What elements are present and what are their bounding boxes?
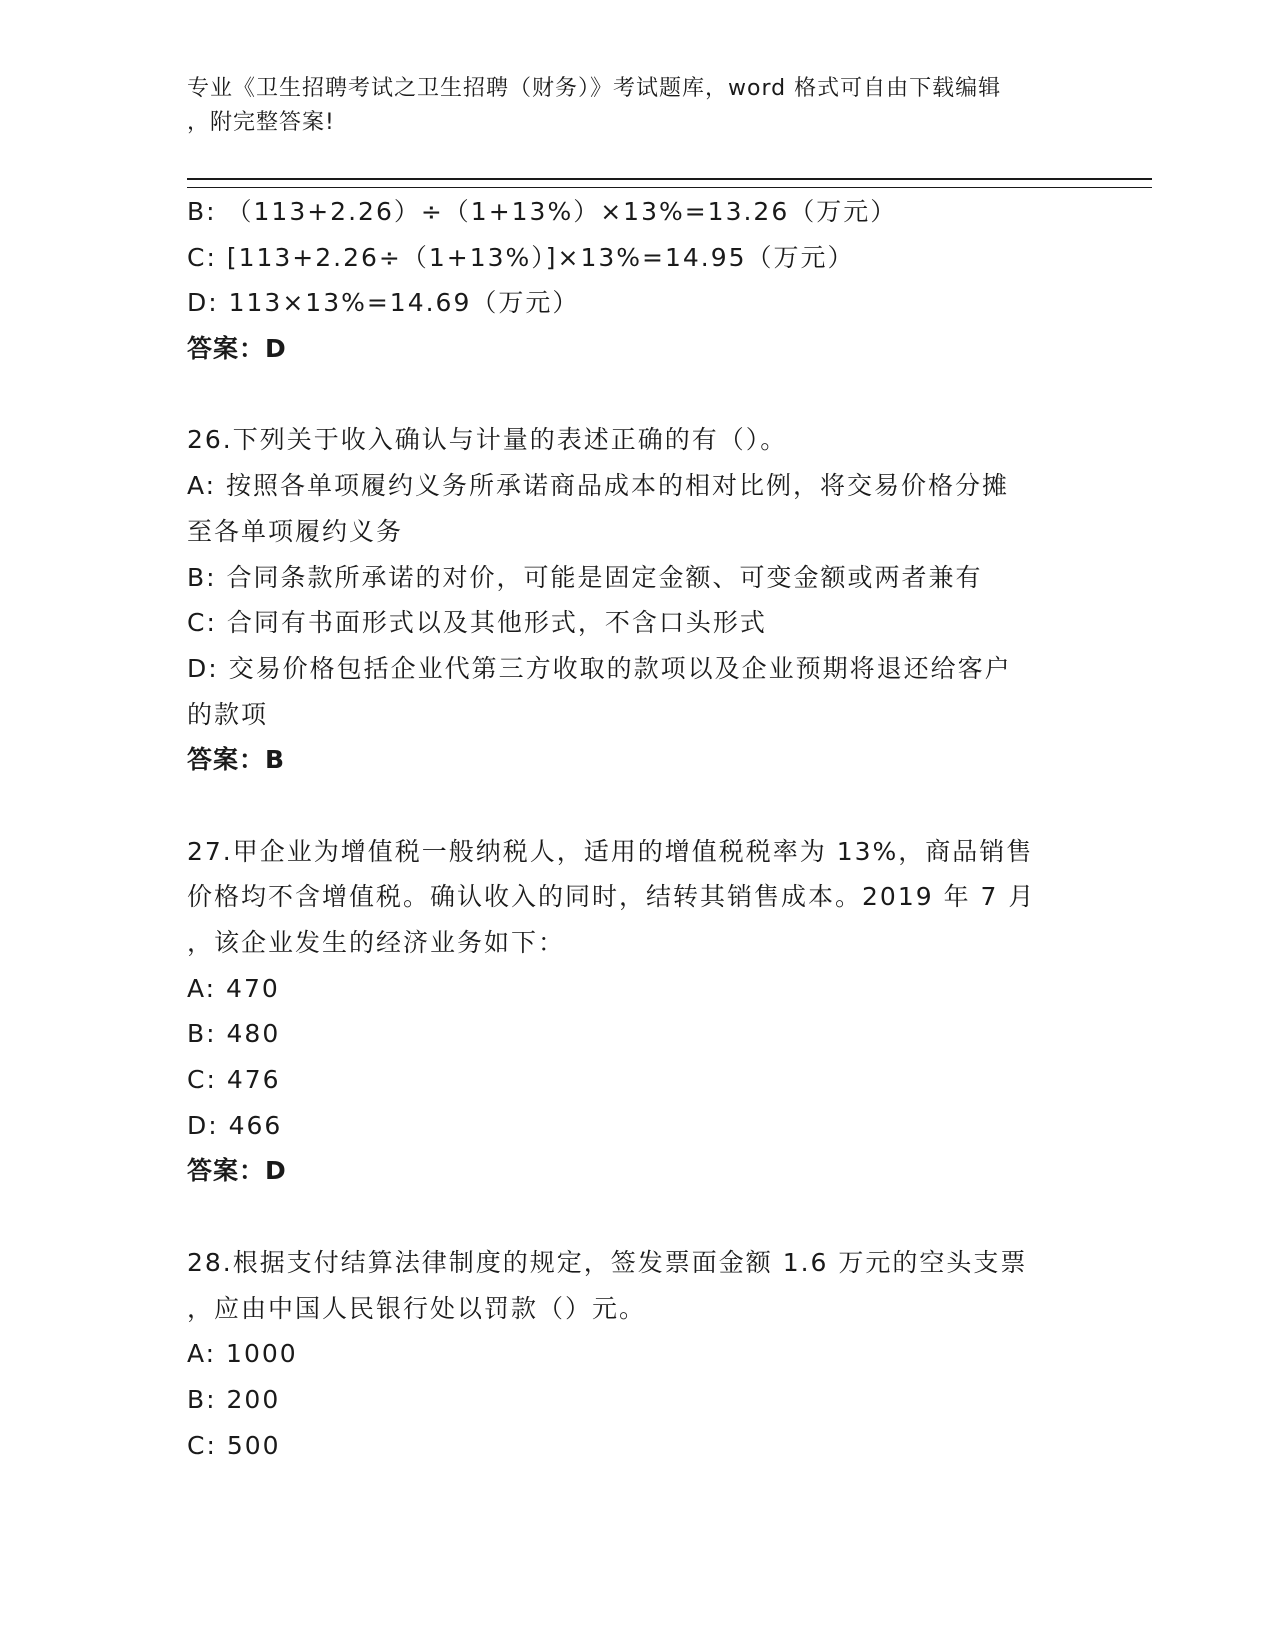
q27-option-b: B: 480 [187,1019,281,1049]
q28-option-c: C: 500 [187,1430,281,1460]
q25-option-d: D: 113×13%=14.69（万元） [187,288,580,318]
q27-option-c: C: 476 [187,1065,281,1095]
q28-option-a: A: 1000 [187,1339,298,1369]
spacer [187,372,1087,418]
q27-stem-line-3: ，该企业发生的经济业务如下： [187,928,566,957]
q26-option-b: B: 合同条款所承诺的对价，可能是固定金额、可变金额或两者兼有 [187,562,983,592]
q27-option-a: A: 470 [187,973,280,1003]
spacer [187,1194,1087,1240]
q27-option-d: D: 466 [187,1110,283,1140]
q26-option-a-line-1: A: 按照各单项履约义务所承诺商品成本的相对比例，将交易价格分摊 [187,471,1010,501]
q26-stem: 26.下列关于收入确认与计量的表述正确的有（）。 [187,425,788,455]
header-divider [187,178,1152,188]
q27-stem-line-2: 价格均不含增值税。确认收入的同时，结转其销售成本。2019 年 7 月 [187,882,1036,912]
page-header [187,72,1067,140]
question-27 [187,829,1087,1195]
spacer [187,783,1087,829]
q26-option-d-line-2: 的款项 [187,699,269,729]
q26-option-a-line-2: 至各单项履约义务 [187,516,404,546]
question-26 [187,417,1087,783]
q25-answer: 答案：D [187,334,287,364]
header-title-line-2: ，附完整答案! [187,110,335,135]
question-content [187,189,1087,1468]
q28-stem-line-2: ，应由中国人民银行处以罚款（）元。 [187,1293,647,1323]
q26-answer: 答案：B [187,745,286,775]
q28-stem-line-1: 28.根据支付结算法律制度的规定，签发票面金额 1.6 万元的空头支票 [187,1247,1028,1277]
q26-option-d-line-1: D: 交易价格包括企业代第三方收取的款项以及企业预期将退还给客户 [187,653,1012,683]
q25-option-b: B: （113+2.26）÷（1+13%）×13%=13.26（万元） [187,197,898,226]
question-28 [187,1240,1087,1468]
q26-option-c: C: 合同有书面形式以及其他形式，不含口头形式 [187,608,767,638]
q27-stem-line-1: 27.甲企业为增值税一般纳税人，适用的增值税税率为 13%，商品销售 [187,836,1034,866]
q25-option-c: C: [113+2.26÷（1+13%）]×13%=14.95（万元） [187,242,855,272]
q27-answer: 答案：D [187,1156,287,1186]
header-title-line-1: 专业《卫生招聘考试之卫生招聘（财务）》考试题库，word 格式可自由下载编辑 [187,76,1002,101]
question-25 [187,189,1087,372]
q28-option-b: B: 200 [187,1384,281,1414]
